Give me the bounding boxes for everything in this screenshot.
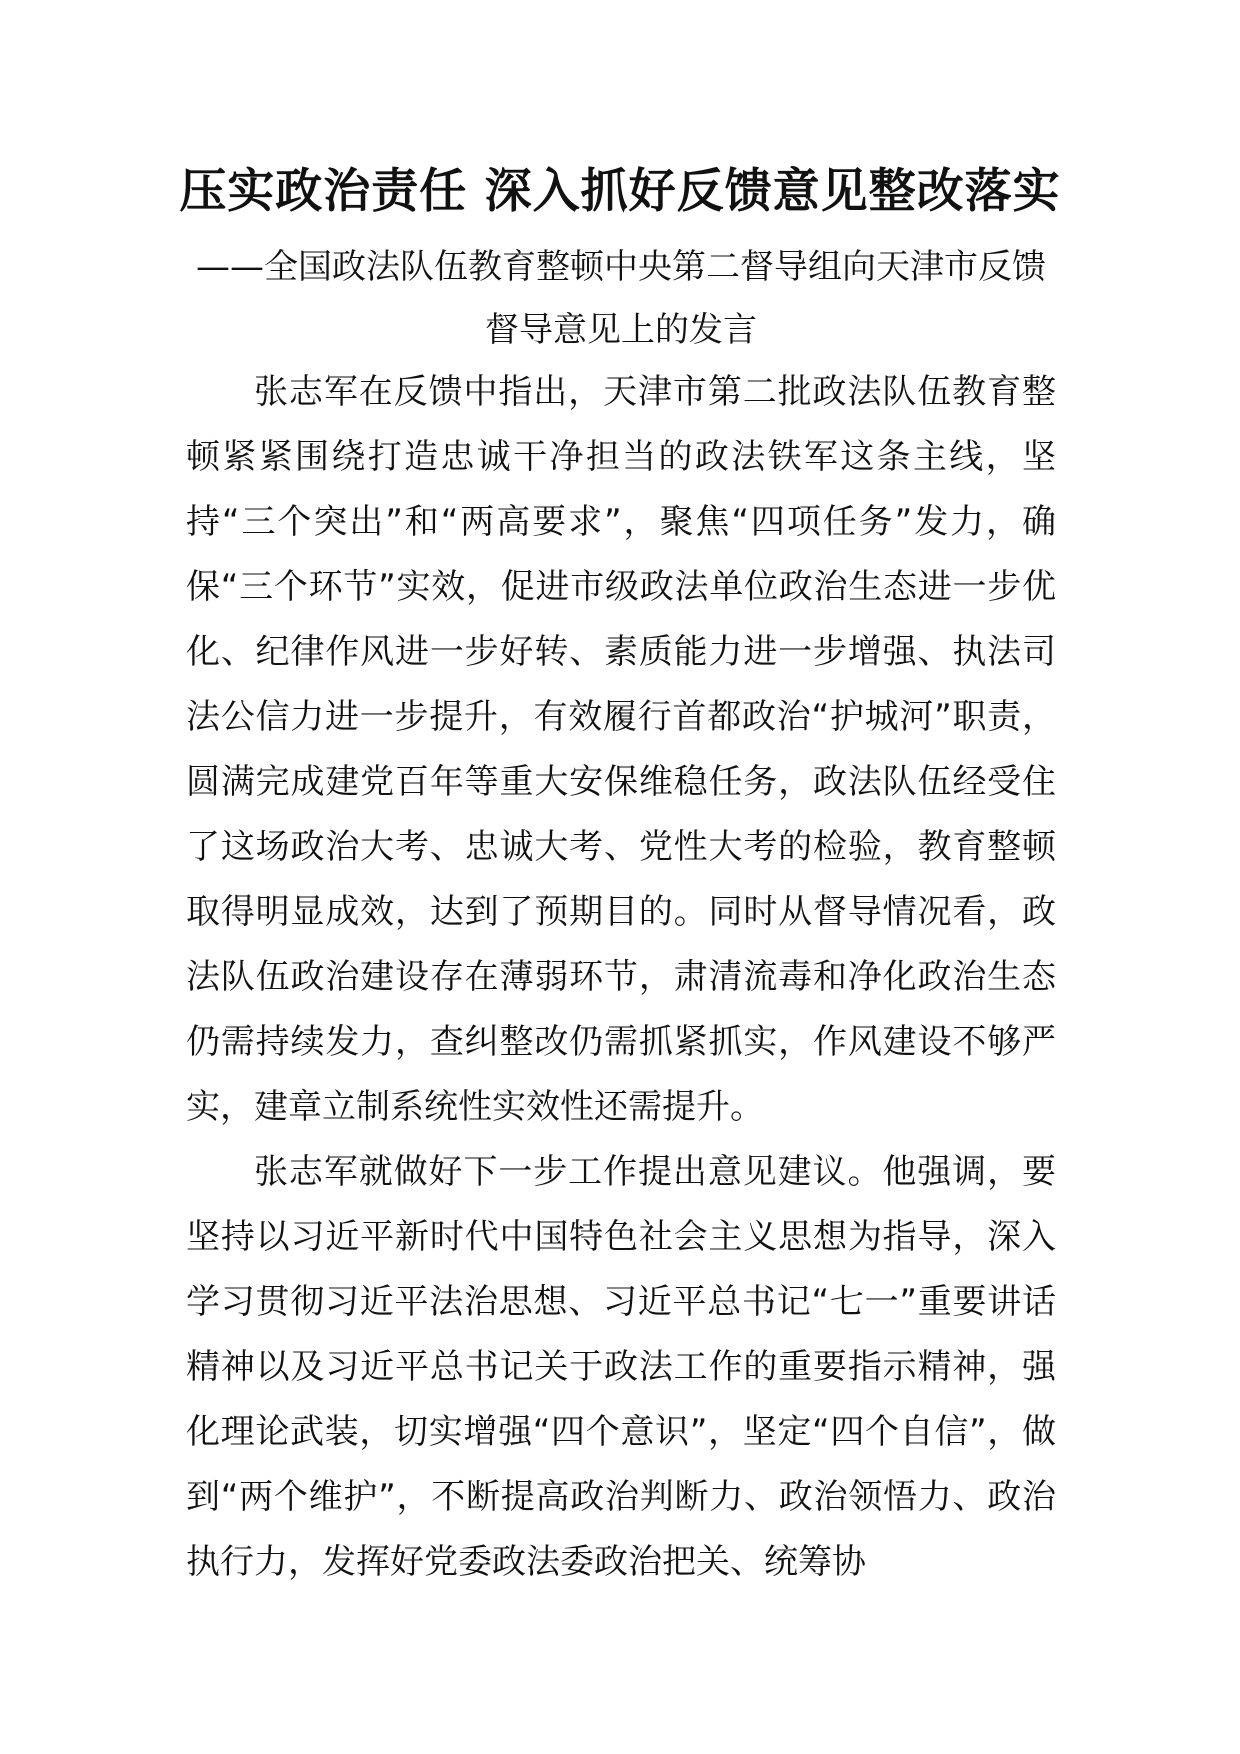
- document-title: 压实政治责任 深入抓好反馈意见整改落实: [179, 164, 1061, 219]
- body-paragraph-2: 张志军就做好下一步工作提出意见建议。他强调，要坚持以习近平新时代中国特色社会主义思想为指导，深入学习贯彻习近平法治思想、习近平总书记“七一”重要讲话精神以及习近平总书记关于政法工作的重要指示精神，强化理论武装，切实增强“四个意识”，坚定“四个自信”，做到“两个维护”，不断提高政治判断力、政治领悟力、政治执行力，发挥好党委政法委政治把关、统筹协: [186, 1152, 1056, 1582]
- document-subtitle: ——全国政法队伍教育整顿中央第二督导组向天津市反馈督导意见上的发言: [196, 247, 1046, 350]
- document-body: [186, 360, 1056, 1595]
- body-paragraph-1: 张志军在反馈中指出，天津市第二批政法队伍教育整顿紧紧围绕打造忠诚干净担当的政法铁军这条主线，坚持“三个突出”和“两高要求”，聚焦“四项任务”发力，确保“三个环节”实效，促进市级政法单位政治生态进一步优化、纪律作风进一步好转、素质能力进一步增强、执法司法公信力进一步提升，有效履行首都政治“护城河”职责，圆满完成建党百年等重大安保维稳任务，政法队伍经受住了这场政治大考、忠诚大考、党性大考的检验，教育整顿取得明显成效，达到了预期目的。同时从督导情况看，政法队伍政治建设存在薄弱环节，肃清流毒和净化政治生态仍需持续发力，查纠整改仍需抓紧抓实，作风建设不够严实，建章立制系统性实效性还需提升。: [186, 372, 1056, 1127]
